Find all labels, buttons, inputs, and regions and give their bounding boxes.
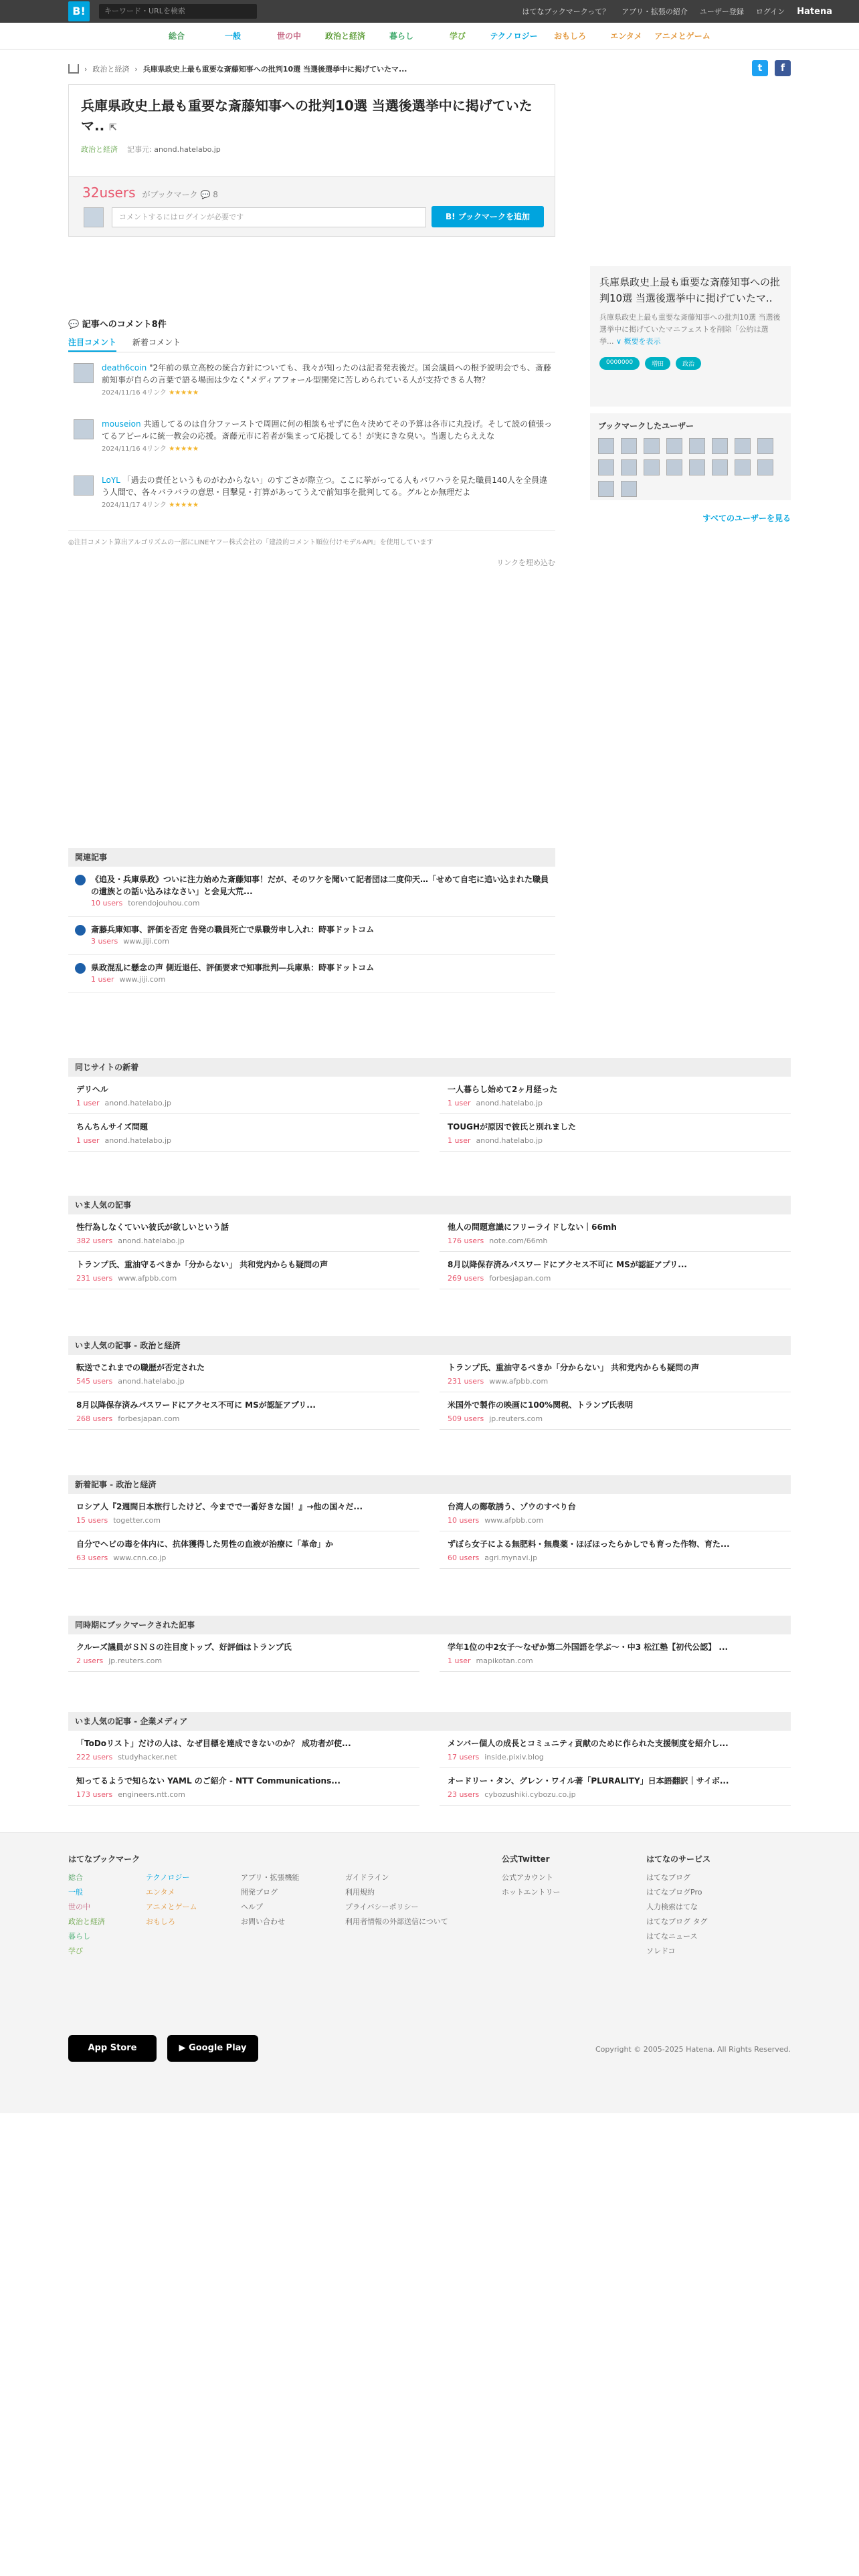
article-title[interactable]: 転送でこれまでの職歴が否定された <box>76 1363 205 1372</box>
article-meta <box>448 1553 783 1562</box>
footer-twitter <box>502 1852 561 1900</box>
related-item[interactable] <box>68 955 555 993</box>
users-count[interactable]: 10 users <box>91 899 123 907</box>
article-meta <box>76 1274 411 1283</box>
comment-input[interactable]: コメントするにはログインが必要です <box>112 207 426 227</box>
footer-heading: 公式Twitter <box>502 1854 550 1864</box>
footer-link[interactable]: ガイドライン <box>345 1873 389 1882</box>
related-title: 関連記事 <box>68 848 555 867</box>
article-title[interactable]: 8月以降保存済みパスワードにアクセス不可に MSが認証アプリ... <box>76 1400 316 1410</box>
facebook-share-icon[interactable]: f <box>775 60 791 76</box>
top-bar <box>0 0 859 23</box>
section-title: 同じサイトの新着 <box>68 1058 791 1077</box>
site-domain[interactable]: anond.hatelabo.jp <box>104 1099 172 1107</box>
comment-links[interactable]: 4リンク <box>142 502 167 509</box>
related-item[interactable] <box>68 917 555 955</box>
site-domain[interactable]: studyhacker.net <box>118 1753 177 1761</box>
article-item[interactable] <box>68 1768 419 1806</box>
article-title[interactable]: 知ってるようで知らない YAML のご紹介 - NTT Communications... <box>76 1776 341 1786</box>
category-5[interactable]: 学び <box>449 31 466 41</box>
hatena-bookmark-logo[interactable]: B! <box>68 1 90 21</box>
article-item[interactable] <box>68 1731 419 1768</box>
category-1[interactable]: 一般 <box>224 31 241 41</box>
category-3[interactable]: 政治と経済 <box>324 31 365 41</box>
footer-link[interactable]: はてなブログ <box>646 1873 690 1882</box>
section-title: いま人気の記事 <box>68 1196 791 1214</box>
comment-date: 2024/11/16 <box>102 445 140 453</box>
users-count[interactable]: 63 users <box>76 1553 108 1562</box>
tag[interactable]: 政治 <box>676 357 701 370</box>
user-avatar[interactable] <box>757 438 773 454</box>
article-item[interactable] <box>68 1494 419 1531</box>
star-icon[interactable]: ★★★★★ <box>169 502 199 509</box>
login-link[interactable]: ログイン <box>755 7 785 16</box>
app-store-badge[interactable]: App Store <box>68 2035 157 2062</box>
article-meta <box>448 1136 783 1145</box>
section-grid <box>68 1731 791 1806</box>
article-meta <box>448 1753 783 1761</box>
bookmark-users-title: ブックマークしたユーザー <box>598 421 694 431</box>
article-item[interactable] <box>440 1214 791 1252</box>
section-title: 同時期にブックマークされた記事 <box>68 1616 791 1634</box>
article-item[interactable] <box>440 1392 791 1430</box>
comment-icon: 💬 <box>68 320 80 330</box>
site-domain[interactable]: engineers.ntt.com <box>118 1790 185 1799</box>
article-title[interactable]: 「ToDoリスト」だけの人は、なぜ目標を達成できないのか？ 成功者が使... <box>76 1739 351 1748</box>
users-count[interactable]: 545 users <box>76 1377 113 1386</box>
ranking-note: ◎注目コメント算出アルゴリズムの一部にLINEヤフー株式会社の「建設的コメント順位付けモデルAPI」を使用しています <box>68 530 555 546</box>
article-item[interactable] <box>68 1531 419 1569</box>
comment-links[interactable]: 4リンク <box>142 445 167 453</box>
comment-text: "2年前の県立高校の統合方針についても、我々が知ったのは記者発表後だ。国会議員への根予説明会でも、斎藤前知事が自らの言葉で語る場面は少なく"メディアフォール型開発に苦しめられている人が支持できる人物？ <box>102 363 551 385</box>
users-count[interactable]: 15 users <box>76 1516 108 1525</box>
article-section <box>68 1616 791 1672</box>
avatar <box>84 207 104 227</box>
star-icon[interactable]: ★★★★★ <box>169 389 199 397</box>
twitter-share-icon[interactable]: t <box>752 60 768 76</box>
article-title[interactable]: トランプ氏、重油守るべきか「分からない」 共和党内からも疑問の声 <box>448 1363 700 1372</box>
site-domain[interactable]: www.jiji.com <box>123 937 169 946</box>
home-icon[interactable] <box>68 64 79 74</box>
footer-link[interactable]: プライバシーポリシー <box>345 1903 419 1911</box>
category-8[interactable]: エンタメ <box>610 31 642 41</box>
comment-tabs <box>68 336 555 352</box>
footer-link[interactable]: お問い合わせ <box>241 1917 285 1926</box>
site-domain[interactable]: jp.reuters.com <box>489 1414 543 1423</box>
site-domain[interactable]: www.afpbb.com <box>484 1516 544 1525</box>
site-domain[interactable]: jp.reuters.com <box>108 1656 163 1665</box>
footer-link[interactable]: 学び <box>68 1947 83 1955</box>
user-avatar[interactable] <box>666 459 682 475</box>
article-meta <box>76 1790 411 1799</box>
footer-link[interactable]: 利用規約 <box>345 1888 375 1897</box>
tag-list <box>599 357 781 370</box>
sidebar <box>590 266 791 524</box>
footer <box>0 1832 859 2113</box>
article-title[interactable]: 他人の問題意識にフリーライドしない｜66mh <box>448 1222 617 1232</box>
category-6[interactable]: テクノロジー <box>490 31 538 41</box>
footer-link[interactable]: 人力検索はてな <box>646 1903 698 1911</box>
tab-new[interactable]: 新着コメント <box>132 338 181 347</box>
user-avatar[interactable] <box>621 481 637 497</box>
comment-list <box>68 362 555 521</box>
comment-links[interactable]: 4リンク <box>142 389 167 397</box>
article-title[interactable]: トランプ氏、重油守るべきか「分からない」 共和党内からも疑問の声 <box>76 1260 328 1269</box>
article-item[interactable] <box>68 1114 419 1152</box>
user-avatar[interactable] <box>598 438 614 454</box>
footer-link[interactable]: 一般 <box>68 1888 83 1897</box>
source-label: 記事元: <box>127 145 152 154</box>
footer-link[interactable]: はてなブログ タグ <box>646 1917 708 1926</box>
site-domain[interactable]: mapikotan.com <box>476 1656 533 1665</box>
site-favicon-icon <box>75 963 86 974</box>
user-avatar[interactable] <box>689 459 705 475</box>
article-item[interactable] <box>440 1634 791 1672</box>
footer-cat-list-2 <box>146 1870 197 1929</box>
article-section <box>68 1475 791 1569</box>
article-section <box>68 1336 791 1430</box>
article-meta <box>76 1377 411 1386</box>
footer-heading: はてなのサービス <box>646 1854 711 1864</box>
site-domain[interactable]: anond.hatelabo.jp <box>476 1099 543 1107</box>
site-domain[interactable]: inside.pixiv.blog <box>484 1753 544 1761</box>
article-section <box>68 1058 791 1152</box>
article-item[interactable] <box>440 1252 791 1289</box>
footer-col-categories <box>68 1852 140 1959</box>
article-meta <box>448 1414 783 1423</box>
user-avatar[interactable] <box>735 438 751 454</box>
users-count[interactable]: 231 users <box>76 1274 113 1283</box>
article-title[interactable]: ロシア人『2週間日本旅行したけど、今までで一番好きな国！』→他の国々だ... <box>76 1502 363 1511</box>
user-avatar[interactable] <box>666 438 682 454</box>
category-2[interactable]: 世の中 <box>276 31 301 41</box>
user-avatar[interactable] <box>644 459 660 475</box>
comment-meta <box>102 387 555 399</box>
footer-links-2 <box>345 1870 448 1929</box>
article-meta <box>448 1790 783 1799</box>
article-title[interactable]: ちんちんサイズ問題 <box>76 1122 149 1132</box>
footer-link[interactable]: 開発ブログ <box>241 1888 278 1897</box>
bookmark-label: がブックマーク <box>142 190 198 199</box>
users-count[interactable]: 3 users <box>91 937 118 946</box>
article-item[interactable] <box>68 1392 419 1430</box>
top-links <box>522 0 832 23</box>
register-link[interactable]: ユーザー登録 <box>699 7 744 16</box>
site-domain[interactable]: torendojouhou.com <box>128 899 200 907</box>
article-title[interactable]: 性行為しなくていい彼氏が欲しいという話 <box>76 1222 229 1232</box>
user-avatar[interactable] <box>757 459 773 475</box>
users-count[interactable]: 1 user <box>91 975 114 984</box>
footer-services <box>646 1852 710 1959</box>
footer-link[interactable]: テクノロジー <box>146 1873 190 1882</box>
article-title[interactable]: 8月以降保存済みパスワードにアクセス不可に MSが認証アプリ... <box>448 1260 687 1269</box>
users-count[interactable]: 1 user <box>76 1136 100 1145</box>
avatar[interactable] <box>74 363 94 383</box>
article-meta <box>76 1136 411 1145</box>
article-title[interactable]: 自分でヘビの毒を体内に、抗体獲得した男性の血液が治療に「革命」か <box>76 1539 334 1549</box>
users-count[interactable]: 10 users <box>448 1516 480 1525</box>
comment-body <box>102 362 555 386</box>
about-link[interactable]: はてなブックマークって？ <box>522 7 610 16</box>
related-title-text[interactable]: 《追及・兵庫県政》ついに注力始めた斎藤知事！だが、そのワケを聞いて記者団は二度仰天…「せめて自宅に追い込まれた職員の遺族との話い込みはなさい」と会見大荒... <box>91 875 549 896</box>
article-title[interactable]: TOUGHが原因で彼氏と別れました <box>448 1122 577 1132</box>
comment-user[interactable]: death6coin <box>102 363 147 372</box>
article-section <box>68 1712 791 1806</box>
users-count[interactable]: 173 users <box>76 1790 113 1799</box>
article-item[interactable] <box>440 1077 791 1114</box>
site-domain[interactable]: anond.hatelabo.jp <box>118 1237 185 1245</box>
user-avatar[interactable] <box>621 438 637 454</box>
article-meta <box>448 1377 783 1386</box>
users-count[interactable]: 222 users <box>76 1753 113 1761</box>
article-item[interactable] <box>68 1214 419 1252</box>
article-meta <box>76 1656 411 1665</box>
article-meta <box>76 1516 411 1525</box>
hatena-brand[interactable]: Hatena <box>797 6 832 17</box>
site-domain[interactable]: cybozushiki.cybozu.co.jp <box>484 1790 576 1799</box>
footer-link[interactable]: 暮らし <box>68 1932 90 1941</box>
article-title[interactable]: デリヘル <box>76 1085 108 1094</box>
article-item[interactable] <box>440 1531 791 1569</box>
related-articles <box>68 848 555 993</box>
section-grid <box>68 1214 791 1289</box>
site-domain[interactable]: www.afpbb.com <box>489 1377 549 1386</box>
category-nav <box>0 23 859 49</box>
article-item[interactable] <box>68 1355 419 1392</box>
section-grid <box>68 1355 791 1430</box>
entry-category[interactable]: 政治と経済 <box>81 145 118 154</box>
article-item[interactable] <box>440 1768 791 1806</box>
breadcrumb-title: 兵庫県政史上最も重要な斎藤知事への批判10選 当選後選挙中に掲げていたマ... <box>142 65 407 74</box>
related-item[interactable] <box>68 867 555 917</box>
article-item[interactable] <box>440 1494 791 1531</box>
comment-body <box>102 474 555 498</box>
article-item[interactable] <box>440 1731 791 1768</box>
site-favicon-icon <box>75 925 86 936</box>
entry-title[interactable]: 兵庫県政史上最も重要な斎藤知事への批判10選 当選後選挙中に掲げていたマ.. ⇱ <box>81 98 533 134</box>
article-title[interactable]: メンバー個人の成長とコミュニティ貢献のために作られた支援制度を紹介し... <box>448 1739 729 1748</box>
article-title[interactable]: 台湾人の鄭敬誘う、ゾウのすべり台 <box>448 1502 576 1511</box>
site-domain[interactable]: togetter.com <box>113 1516 161 1525</box>
users-count[interactable]: 1 user <box>76 1099 100 1107</box>
site-domain[interactable]: anond.hatelabo.jp <box>476 1136 543 1145</box>
comment-body <box>102 418 555 442</box>
section-grid <box>68 1634 791 1672</box>
site-domain[interactable]: forbesjapan.com <box>118 1414 180 1423</box>
google-play-badge[interactable]: ▶ Google Play <box>167 2035 258 2062</box>
related-title-text[interactable]: 斎藤兵庫知事、評価を否定 告発の職員死亡で県職労申し入れ：時事ドットコム <box>91 925 375 934</box>
category-4[interactable]: 暮らし <box>389 31 413 41</box>
footer-link[interactable]: 利用者情報の外部送信について <box>345 1917 448 1926</box>
footer-link[interactable]: 公式アカウント <box>502 1873 553 1882</box>
site-domain[interactable]: forbesjapan.com <box>489 1274 551 1283</box>
users-count[interactable]: 176 users <box>448 1237 484 1245</box>
article-title[interactable]: 学年1位の中2女子〜なぜか第二外国語を学ぶ〜・中3 松江塾【初代公認】 ... <box>448 1642 729 1652</box>
sidebar-title[interactable]: 兵庫県政史上最も重要な斎藤知事への批判10選 当選後選挙中に掲げていたマ.. <box>599 276 781 304</box>
article-meta <box>448 1656 783 1665</box>
site-domain[interactable]: anond.hatelabo.jp <box>118 1377 185 1386</box>
footer-links-1 <box>241 1870 300 1929</box>
footer-link[interactable]: 政治と経済 <box>68 1917 105 1926</box>
article-meta <box>448 1099 783 1107</box>
footer-link[interactable]: はてなブログPro <box>646 1888 702 1897</box>
user-avatar[interactable] <box>644 438 660 454</box>
external-link-icon: ⇱ <box>109 122 117 133</box>
comment-count: 8 <box>213 190 218 199</box>
comment-item <box>68 474 555 521</box>
comment-item <box>68 362 555 409</box>
user-avatar[interactable] <box>621 459 637 475</box>
user-avatar[interactable] <box>598 481 614 497</box>
footer-link[interactable]: アニメとゲーム <box>146 1903 197 1911</box>
tab-featured[interactable]: 注目コメント <box>68 336 116 352</box>
search-input[interactable]: キーワード・URLを検索 <box>99 4 257 19</box>
article-meta <box>76 1753 411 1761</box>
article-item[interactable] <box>440 1355 791 1392</box>
all-users-link[interactable]: すべてのユーザーを見る <box>702 514 791 523</box>
users-count[interactable]: 1 user <box>448 1136 471 1145</box>
category-7[interactable]: おもしろ <box>553 31 586 41</box>
sidebar-desc: 兵庫県政史上最も重要な斎藤知事への批判10選 当選後選挙中に掲げていたマニフェストを削除「公約は選挙... ∨ 概要を表示 <box>599 313 781 346</box>
add-bookmark-button[interactable]: B! ブックマークを追加 <box>432 206 544 227</box>
entry-meta <box>81 144 221 154</box>
users-count[interactable]: 382 users <box>76 1237 113 1245</box>
article-item[interactable] <box>68 1634 419 1672</box>
site-favicon-icon <box>75 875 86 885</box>
related-meta <box>91 974 549 986</box>
tag[interactable]: 0000000 <box>599 357 640 370</box>
comment-date: 2024/11/17 <box>102 502 140 509</box>
article-meta <box>76 1553 411 1562</box>
users-count[interactable]: 23 users <box>448 1790 480 1799</box>
comment-user[interactable]: mouseion <box>102 419 141 429</box>
user-avatar[interactable] <box>598 459 614 475</box>
site-domain[interactable]: www.cnn.co.jp <box>113 1553 167 1562</box>
footer-link[interactable]: アプリ・拡張機能 <box>241 1873 300 1882</box>
entry-box <box>68 84 555 237</box>
article-title[interactable]: 一人暮らし始めて2ヶ月経った <box>448 1085 558 1094</box>
article-meta <box>76 1237 411 1245</box>
section-title: いま人気の記事 - 政治と経済 <box>68 1336 791 1355</box>
article-section <box>68 1196 791 1289</box>
star-icon[interactable]: ★★★★★ <box>169 445 199 453</box>
article-title[interactable]: クルーズ議員がＳＮＳの注目度トップ、好評価はトランプ氏 <box>76 1642 292 1652</box>
bookmark-users-count[interactable]: 32users がブックマーク 💬 8 <box>82 185 218 201</box>
user-avatar[interactable] <box>712 438 728 454</box>
section-grid <box>68 1077 791 1152</box>
comments-section <box>68 317 555 568</box>
user-avatar-grid <box>598 438 783 497</box>
footer-cat-list <box>68 1870 140 1959</box>
user-avatar[interactable] <box>689 438 705 454</box>
site-domain[interactable]: www.afpbb.com <box>118 1274 177 1283</box>
user-avatar[interactable] <box>735 459 751 475</box>
footer-link[interactable]: ソレドコ <box>646 1947 676 1955</box>
sidebar-summary <box>590 266 791 407</box>
tag[interactable]: 増田 <box>645 357 670 370</box>
users-count[interactable]: 2 users <box>76 1656 104 1665</box>
section-grid <box>68 1494 791 1569</box>
entry-source[interactable]: anond.hatelabo.jp <box>154 145 221 154</box>
category-0[interactable]: 総合 <box>168 31 185 41</box>
article-meta <box>448 1516 783 1525</box>
footer-link[interactable]: 世の中 <box>68 1903 90 1911</box>
article-item[interactable] <box>68 1252 419 1289</box>
comments-title: 💬 記事へのコメント8件 <box>68 320 167 330</box>
embed-link[interactable]: リンクを埋め込む <box>496 558 555 567</box>
users-count[interactable]: 509 users <box>448 1414 484 1423</box>
users-count[interactable]: 17 users <box>448 1753 480 1761</box>
article-item[interactable] <box>68 1077 419 1114</box>
footer-link[interactable]: 総合 <box>68 1873 83 1882</box>
related-list <box>68 867 555 993</box>
users-count[interactable]: 1 user <box>448 1656 471 1665</box>
footer-heading: はてなブックマーク <box>68 1854 140 1864</box>
site-domain[interactable]: anond.hatelabo.jp <box>104 1136 172 1145</box>
comment-meta <box>102 500 555 512</box>
comment-meta <box>102 443 555 455</box>
comment-text: 「過去の責任というものがわからない」のすごさが際立つ。ここに挙がってる人もパワハラを見た職員140人を全員違う人間で、各々バラバラの意思・目撃見・打算があってうえで前知事を批判してる。グルとか無理だよ <box>102 475 548 497</box>
related-meta <box>91 897 549 909</box>
users-count[interactable]: 231 users <box>448 1377 484 1386</box>
footer-link[interactable]: おもしろ <box>146 1917 175 1926</box>
section-title: いま人気の記事 - 企業メディア <box>68 1712 791 1731</box>
article-title[interactable]: 米国外で製作の映画に100%関税、トランプ氏表明 <box>448 1400 634 1410</box>
article-meta <box>76 1414 411 1423</box>
entry-stats <box>69 176 555 236</box>
site-domain[interactable]: www.jiji.com <box>119 975 166 984</box>
footer-link[interactable]: はてなニュース <box>646 1932 698 1941</box>
user-avatar[interactable] <box>712 459 728 475</box>
avatar[interactable] <box>74 475 94 496</box>
article-meta <box>76 1099 411 1107</box>
breadcrumb-category[interactable]: 政治と経済 <box>92 65 130 74</box>
site-domain[interactable]: agri.mynavi.jp <box>484 1553 538 1562</box>
article-title[interactable]: オードリー・タン、グレン・ワイル著「PLURALITY」日本語翻訳｜サイボ... <box>448 1776 729 1786</box>
footer-link[interactable]: ホットエントリー <box>502 1888 561 1897</box>
show-summary-link[interactable]: ∨ 概要を表示 <box>616 337 661 346</box>
category-9[interactable]: アニメとゲーム <box>654 31 710 41</box>
comment-item <box>68 418 555 465</box>
footer-link[interactable]: ヘルプ <box>241 1903 263 1911</box>
users-count[interactable]: 269 users <box>448 1274 484 1283</box>
site-domain[interactable]: note.com/66mh <box>489 1237 548 1245</box>
article-title[interactable]: ずぼら女子による無肥料・無農薬・ほぼほったらかしでも育った作物、育た... <box>448 1539 730 1549</box>
comment-text: 共通してるのは自分ファーストで周囲に何の相談もせずに色々決めてその予算は各市に丸投げ。そして読の値張ってるアピールに統一教会の応援。斎藤元市に若者が集まって応援してる！が実にきな臭い。当選したらええな <box>102 419 553 441</box>
breadcrumb: › 政治と経済 › 兵庫県政史上最も重要な斎藤知事への批判10選 当選後選挙中に掲げていたマ... <box>68 62 791 76</box>
related-title-text[interactable]: 県政混乱に懸念の声 側近退任、評価要求で知事批判—兵庫県：時事ドットコム <box>91 963 375 972</box>
related-meta <box>91 936 549 948</box>
copyright: Copyright © 2005-2025 Hatena. All Rights Reserved. <box>595 2045 791 2054</box>
comment-date: 2024/11/16 <box>102 389 140 397</box>
section-title: 新着記事 - 政治と経済 <box>68 1475 791 1494</box>
users-count[interactable]: 60 users <box>448 1553 480 1562</box>
article-item[interactable] <box>440 1114 791 1152</box>
avatar[interactable] <box>74 419 94 439</box>
apps-link[interactable]: アプリ・拡張の紹介 <box>622 7 688 16</box>
users-count[interactable]: 268 users <box>76 1414 113 1423</box>
users-count[interactable]: 1 user <box>448 1099 471 1107</box>
bookmark-users <box>590 413 791 500</box>
comment-user[interactable]: LoYL <box>102 475 120 485</box>
article-meta <box>448 1274 783 1283</box>
article-meta <box>448 1237 783 1245</box>
footer-link[interactable]: エンタメ <box>146 1888 175 1897</box>
